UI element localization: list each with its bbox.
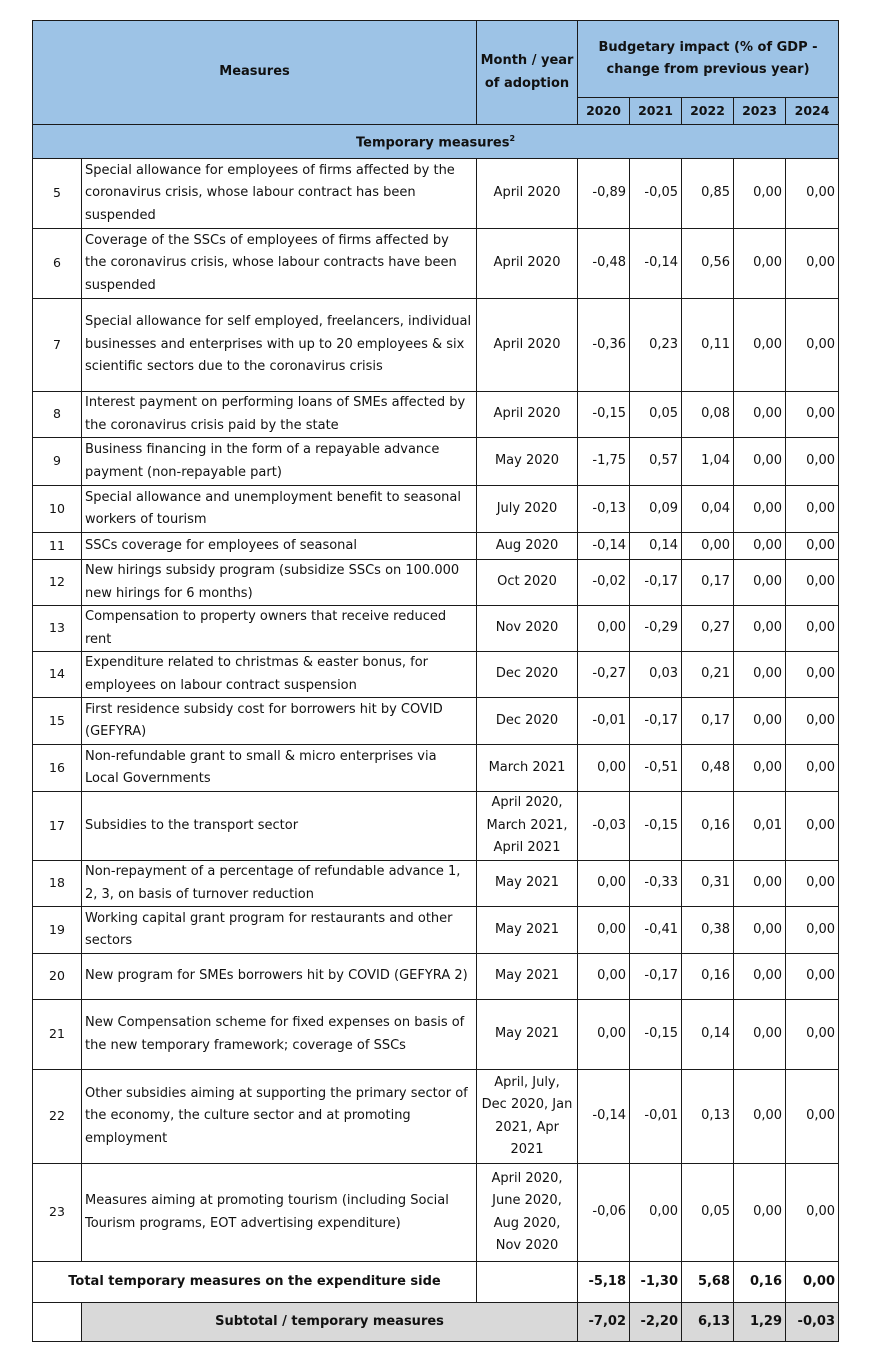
table-row xyxy=(33,907,839,954)
impact-value-2020: -0,14 xyxy=(578,533,630,560)
measures-header: Measures xyxy=(33,21,477,125)
impact-value-2021: 0,03 xyxy=(630,652,682,698)
impact-value-2020: -0,01 xyxy=(578,698,630,745)
impact-value-2024: 0,00 xyxy=(786,159,839,229)
row-number: 13 xyxy=(33,606,82,652)
impact-value-2023: 0,00 xyxy=(734,1000,786,1070)
subtotal-value-2024: -0,03 xyxy=(786,1303,839,1342)
impact-value-2023: 0,00 xyxy=(734,1164,786,1262)
impact-value-2023: 0,00 xyxy=(734,652,786,698)
row-number: 12 xyxy=(33,560,82,606)
measure-description: Non-refundable grant to small & micro enterprises via Local Governments xyxy=(82,745,477,792)
table-row xyxy=(33,229,839,299)
impact-value-2021: -0,15 xyxy=(630,792,682,861)
adoption-date: May 2021 xyxy=(477,954,578,1000)
impact-value-2024: 0,00 xyxy=(786,392,839,438)
budgetary-impact-header: Budgetary impact (% of GDP - change from previous year) xyxy=(578,21,839,98)
impact-value-2023: 0,00 xyxy=(734,229,786,299)
year-header-2024: 2024 xyxy=(786,98,839,125)
impact-value-2023: 0,00 xyxy=(734,438,786,486)
measure-description: Business financing in the form of a repayable advance payment (non-repayable part) xyxy=(82,438,477,486)
impact-value-2022: 1,04 xyxy=(682,438,734,486)
impact-value-2021: -0,29 xyxy=(630,606,682,652)
impact-value-2023: 0,00 xyxy=(734,560,786,606)
subtotal-row xyxy=(33,1303,839,1342)
table-row xyxy=(33,1070,839,1164)
total-value-2022: 5,68 xyxy=(682,1262,734,1303)
total-label: Total temporary measures on the expenditure side xyxy=(33,1262,477,1303)
adoption-date: Aug 2020 xyxy=(477,533,578,560)
impact-value-2021: -0,17 xyxy=(630,698,682,745)
impact-value-2023: 0,00 xyxy=(734,907,786,954)
impact-value-2021: -0,15 xyxy=(630,1000,682,1070)
adoption-date: April, July, Dec 2020, Jan 2021, Apr 2021 xyxy=(477,1070,578,1164)
total-value-2023: 0,16 xyxy=(734,1262,786,1303)
measure-description: SSCs coverage for employees of seasonal xyxy=(82,533,477,560)
impact-value-2024: 0,00 xyxy=(786,861,839,907)
impact-value-2021: 0,09 xyxy=(630,486,682,533)
impact-value-2023: 0,00 xyxy=(734,954,786,1000)
impact-value-2024: 0,00 xyxy=(786,907,839,954)
total-row xyxy=(33,1262,839,1303)
impact-value-2020: 0,00 xyxy=(578,954,630,1000)
adoption-date: Dec 2020 xyxy=(477,698,578,745)
impact-value-2021: 0,00 xyxy=(630,1164,682,1262)
impact-value-2023: 0,00 xyxy=(734,486,786,533)
total-value-2021: -1,30 xyxy=(630,1262,682,1303)
row-number: 22 xyxy=(33,1070,82,1164)
impact-value-2020: 0,00 xyxy=(578,1000,630,1070)
table-row xyxy=(33,698,839,745)
impact-value-2023: 0,01 xyxy=(734,792,786,861)
section-title xyxy=(33,125,839,159)
subtotal-label: Subtotal / temporary measures xyxy=(82,1303,578,1342)
impact-value-2022: 0,85 xyxy=(682,159,734,229)
table-row xyxy=(33,299,839,392)
impact-value-2020: 0,00 xyxy=(578,907,630,954)
impact-value-2020: -0,13 xyxy=(578,486,630,533)
impact-value-2024: 0,00 xyxy=(786,486,839,533)
total-month-empty xyxy=(477,1262,578,1303)
impact-value-2020: -0,02 xyxy=(578,560,630,606)
table-row xyxy=(33,486,839,533)
impact-value-2022: 0,05 xyxy=(682,1164,734,1262)
row-number: 23 xyxy=(33,1164,82,1262)
measure-description: Other subsidies aiming at supporting the primary sector of the economy, the culture sector and at promoting employment xyxy=(82,1070,477,1164)
section-footnote: 2 xyxy=(509,134,516,144)
impact-value-2021: -0,17 xyxy=(630,954,682,1000)
impact-value-2022: 0,17 xyxy=(682,560,734,606)
row-number: 9 xyxy=(33,438,82,486)
table-row xyxy=(33,954,839,1000)
impact-value-2022: 0,00 xyxy=(682,533,734,560)
subtotal-value-2023: 1,29 xyxy=(734,1303,786,1342)
row-number: 19 xyxy=(33,907,82,954)
section-row xyxy=(33,125,839,159)
measure-description: Measures aiming at promoting tourism (including Social Tourism programs, EOT advertising expenditure) xyxy=(82,1164,477,1262)
impact-value-2024: 0,00 xyxy=(786,533,839,560)
impact-value-2022: 0,13 xyxy=(682,1070,734,1164)
impact-value-2021: 0,14 xyxy=(630,533,682,560)
adoption-date: Nov 2020 xyxy=(477,606,578,652)
table-row xyxy=(33,1000,839,1070)
measure-description: New program for SMEs borrowers hit by COVID (GEFYRA 2) xyxy=(82,954,477,1000)
total-value-2024: 0,00 xyxy=(786,1262,839,1303)
impact-value-2020: -0,89 xyxy=(578,159,630,229)
impact-value-2024: 0,00 xyxy=(786,299,839,392)
adoption-date: April 2020 xyxy=(477,229,578,299)
adoption-date: May 2021 xyxy=(477,861,578,907)
impact-value-2024: 0,00 xyxy=(786,792,839,861)
year-header-2020: 2020 xyxy=(578,98,630,125)
impact-value-2024: 0,00 xyxy=(786,745,839,792)
impact-value-2023: 0,00 xyxy=(734,533,786,560)
impact-value-2024: 0,00 xyxy=(786,438,839,486)
measure-description: New Compensation scheme for fixed expenses on basis of the new temporary framework; coverage of SSCs xyxy=(82,1000,477,1070)
row-number: 18 xyxy=(33,861,82,907)
row-number: 8 xyxy=(33,392,82,438)
temporary-measures-table xyxy=(32,20,839,1342)
impact-value-2022: 0,27 xyxy=(682,606,734,652)
impact-value-2020: -0,15 xyxy=(578,392,630,438)
impact-value-2022: 0,16 xyxy=(682,792,734,861)
adoption-date: May 2020 xyxy=(477,438,578,486)
impact-value-2021: -0,01 xyxy=(630,1070,682,1164)
impact-value-2022: 0,14 xyxy=(682,1000,734,1070)
header-row xyxy=(33,21,839,98)
impact-value-2021: 0,05 xyxy=(630,392,682,438)
impact-value-2023: 0,00 xyxy=(734,392,786,438)
measure-description: Subsidies to the transport sector xyxy=(82,792,477,861)
total-value-2020: -5,18 xyxy=(578,1262,630,1303)
impact-value-2020: -0,27 xyxy=(578,652,630,698)
impact-value-2023: 0,00 xyxy=(734,745,786,792)
measure-description: Compensation to property owners that receive reduced rent xyxy=(82,606,477,652)
row-number: 6 xyxy=(33,229,82,299)
impact-value-2022: 0,04 xyxy=(682,486,734,533)
measure-description: New hirings subsidy program (subsidize SSCs on 100.000 new hirings for 6 months) xyxy=(82,560,477,606)
impact-value-2024: 0,00 xyxy=(786,698,839,745)
impact-value-2022: 0,11 xyxy=(682,299,734,392)
measure-description: Special allowance for self employed, freelancers, individual businesses and enterprises with up to 20 employees & six scientific sectors due to the coronavirus crisis xyxy=(82,299,477,392)
impact-value-2021: -0,51 xyxy=(630,745,682,792)
impact-value-2020: -0,03 xyxy=(578,792,630,861)
impact-value-2022: 0,48 xyxy=(682,745,734,792)
impact-value-2024: 0,00 xyxy=(786,1070,839,1164)
impact-value-2024: 0,00 xyxy=(786,954,839,1000)
row-number: 5 xyxy=(33,159,82,229)
impact-value-2023: 0,00 xyxy=(734,861,786,907)
impact-value-2022: 0,17 xyxy=(682,698,734,745)
impact-value-2020: -0,14 xyxy=(578,1070,630,1164)
impact-value-2021: -0,14 xyxy=(630,229,682,299)
year-header-2022: 2022 xyxy=(682,98,734,125)
impact-value-2021: -0,05 xyxy=(630,159,682,229)
impact-value-2021: 0,23 xyxy=(630,299,682,392)
measure-description: Interest payment on performing loans of SMEs affected by the coronavirus crisis paid by the state xyxy=(82,392,477,438)
measure-description: Special allowance and unemployment benefit to seasonal workers of tourism xyxy=(82,486,477,533)
impact-value-2022: 0,21 xyxy=(682,652,734,698)
impact-value-2021: -0,33 xyxy=(630,861,682,907)
impact-value-2020: 0,00 xyxy=(578,745,630,792)
table-row xyxy=(33,438,839,486)
impact-value-2024: 0,00 xyxy=(786,606,839,652)
adoption-date: May 2021 xyxy=(477,1000,578,1070)
table-row xyxy=(33,392,839,438)
adoption-date: April 2020 xyxy=(477,299,578,392)
measure-description: Special allowance for employees of firms affected by the coronavirus crisis, whose labour contract has been suspended xyxy=(82,159,477,229)
row-number: 16 xyxy=(33,745,82,792)
impact-value-2023: 0,00 xyxy=(734,1070,786,1164)
impact-value-2023: 0,00 xyxy=(734,698,786,745)
impact-value-2023: 0,00 xyxy=(734,299,786,392)
subtotal-value-2021: -2,20 xyxy=(630,1303,682,1342)
table-row xyxy=(33,533,839,560)
table-row xyxy=(33,560,839,606)
impact-value-2022: 0,38 xyxy=(682,907,734,954)
impact-value-2022: 0,56 xyxy=(682,229,734,299)
measure-description: Coverage of the SSCs of employees of firms affected by the coronavirus crisis, whose labour contracts have been suspended xyxy=(82,229,477,299)
section-title-text: Temporary measures xyxy=(356,135,510,151)
adoption-date: April 2020 xyxy=(477,159,578,229)
measure-description: First residence subsidy cost for borrowers hit by COVID (GEFYRA) xyxy=(82,698,477,745)
table-row xyxy=(33,861,839,907)
subtotal-value-2020: -7,02 xyxy=(578,1303,630,1342)
row-number: 17 xyxy=(33,792,82,861)
impact-value-2023: 0,00 xyxy=(734,159,786,229)
row-number: 7 xyxy=(33,299,82,392)
row-number: 14 xyxy=(33,652,82,698)
adoption-date: Dec 2020 xyxy=(477,652,578,698)
adoption-date: Oct 2020 xyxy=(477,560,578,606)
impact-value-2024: 0,00 xyxy=(786,1164,839,1262)
impact-value-2020: -0,06 xyxy=(578,1164,630,1262)
impact-value-2021: 0,57 xyxy=(630,438,682,486)
measure-description: Non-repayment of a percentage of refundable advance 1, 2, 3, on basis of turnover reduction xyxy=(82,861,477,907)
impact-value-2020: -0,48 xyxy=(578,229,630,299)
year-header-2023: 2023 xyxy=(734,98,786,125)
impact-value-2021: -0,17 xyxy=(630,560,682,606)
year-header-2021: 2021 xyxy=(630,98,682,125)
adoption-date: April 2020, June 2020, Aug 2020, Nov 2020 xyxy=(477,1164,578,1262)
impact-value-2022: 0,08 xyxy=(682,392,734,438)
subtotal-blank-cell xyxy=(33,1303,82,1342)
impact-value-2020: 0,00 xyxy=(578,606,630,652)
adoption-date: April 2020, March 2021, April 2021 xyxy=(477,792,578,861)
impact-value-2020: -1,75 xyxy=(578,438,630,486)
impact-value-2021: -0,41 xyxy=(630,907,682,954)
table-row xyxy=(33,159,839,229)
row-number: 21 xyxy=(33,1000,82,1070)
impact-value-2024: 0,00 xyxy=(786,229,839,299)
row-number: 20 xyxy=(33,954,82,1000)
impact-value-2024: 0,00 xyxy=(786,1000,839,1070)
measure-description: Expenditure related to christmas & easter bonus, for employees on labour contract suspension xyxy=(82,652,477,698)
table-row xyxy=(33,1164,839,1262)
impact-value-2022: 0,31 xyxy=(682,861,734,907)
adoption-date: March 2021 xyxy=(477,745,578,792)
impact-value-2023: 0,00 xyxy=(734,606,786,652)
impact-value-2024: 0,00 xyxy=(786,560,839,606)
subtotal-value-2022: 6,13 xyxy=(682,1303,734,1342)
month-header: Month / year of adoption xyxy=(477,21,578,125)
table-row xyxy=(33,606,839,652)
row-number: 11 xyxy=(33,533,82,560)
adoption-date: April 2020 xyxy=(477,392,578,438)
row-number: 15 xyxy=(33,698,82,745)
table-row xyxy=(33,792,839,861)
impact-value-2022: 0,16 xyxy=(682,954,734,1000)
impact-value-2020: 0,00 xyxy=(578,861,630,907)
table-row xyxy=(33,745,839,792)
impact-value-2020: -0,36 xyxy=(578,299,630,392)
measure-description: Working capital grant program for restaurants and other sectors xyxy=(82,907,477,954)
table-row xyxy=(33,652,839,698)
impact-value-2024: 0,00 xyxy=(786,652,839,698)
adoption-date: July 2020 xyxy=(477,486,578,533)
adoption-date: May 2021 xyxy=(477,907,578,954)
row-number: 10 xyxy=(33,486,82,533)
